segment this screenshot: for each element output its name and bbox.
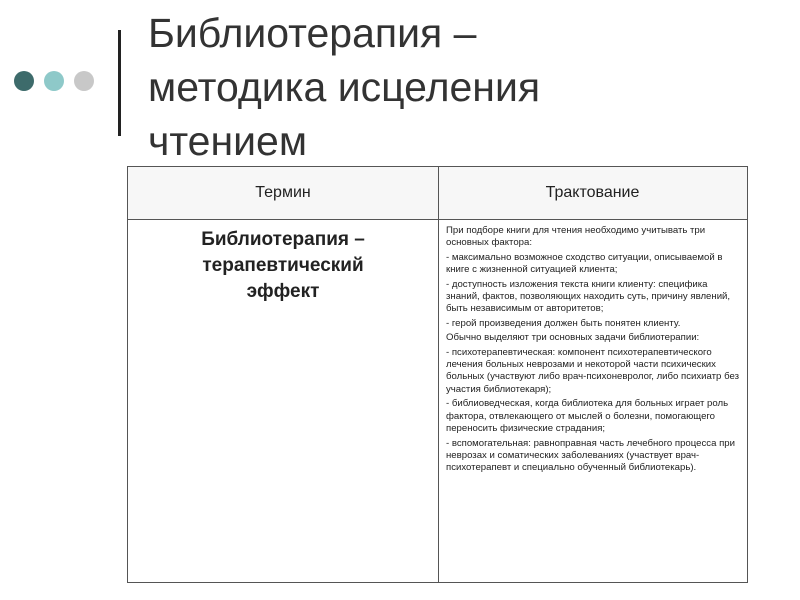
title-divider bbox=[118, 30, 121, 136]
interpretation-cell bbox=[446, 225, 742, 477]
interpretation-paragraph: - доступность изложения текста книги клиенту: специфика знаний, фактов, позволяющих находить суть, причину явлений, быть независимым от авторитетов; bbox=[446, 278, 731, 315]
term-line: терапевтический bbox=[202, 255, 364, 276]
term-line: эффект bbox=[246, 281, 320, 302]
term-cell bbox=[128, 227, 438, 305]
interpretation-paragraph: - максимально возможное сходство ситуации, описываемой в книге с жизненной ситуацией клиента; bbox=[446, 251, 723, 276]
header-interpretation: Трактование bbox=[545, 184, 640, 201]
decor-dot-1 bbox=[14, 71, 34, 91]
decor-dot-3 bbox=[74, 71, 94, 91]
interpretation-paragraph: - герой произведения должен быть понятен клиенту. bbox=[446, 317, 681, 329]
interpretation-paragraph: Обычно выделяют три основных задачи библиотерапии: bbox=[446, 332, 700, 344]
slide-title-line: Библиотерапия – bbox=[148, 10, 477, 56]
slide-title bbox=[148, 6, 778, 168]
term-line: Библиотерапия – bbox=[201, 229, 365, 250]
definition-table bbox=[127, 166, 748, 583]
interpretation-paragraph: При подборе книги для чтения необходимо учитывать три основных фактора: bbox=[446, 225, 706, 249]
slide-title-line: чтением bbox=[148, 118, 308, 164]
column-divider bbox=[438, 167, 439, 582]
interpretation-paragraph: - психотерапевтическая: компонент психотерапевтического лечения больных неврозами и некоторой части психических больных (участвуют либо врач-психоневролог, либо психиатр без участия библиотекаря); bbox=[446, 346, 739, 395]
decorative-dots bbox=[14, 71, 94, 91]
interpretation-paragraph: - библиоведческая, когда библиотека для больных играет роль фактора, отвлекающего от мыслей о болезни, помогающего переносить физические страдания; bbox=[446, 398, 729, 435]
interpretation-paragraph: - вспомогательная: равноправная часть лечебного процесса при неврозах и соматических заболеваниях (участвует врач-психотерапевт и специально обученный библиотекарь). bbox=[446, 437, 735, 474]
header-term: Термин bbox=[255, 184, 311, 201]
decor-dot-2 bbox=[44, 71, 64, 91]
slide-title-line: методика исцеления bbox=[148, 64, 541, 110]
